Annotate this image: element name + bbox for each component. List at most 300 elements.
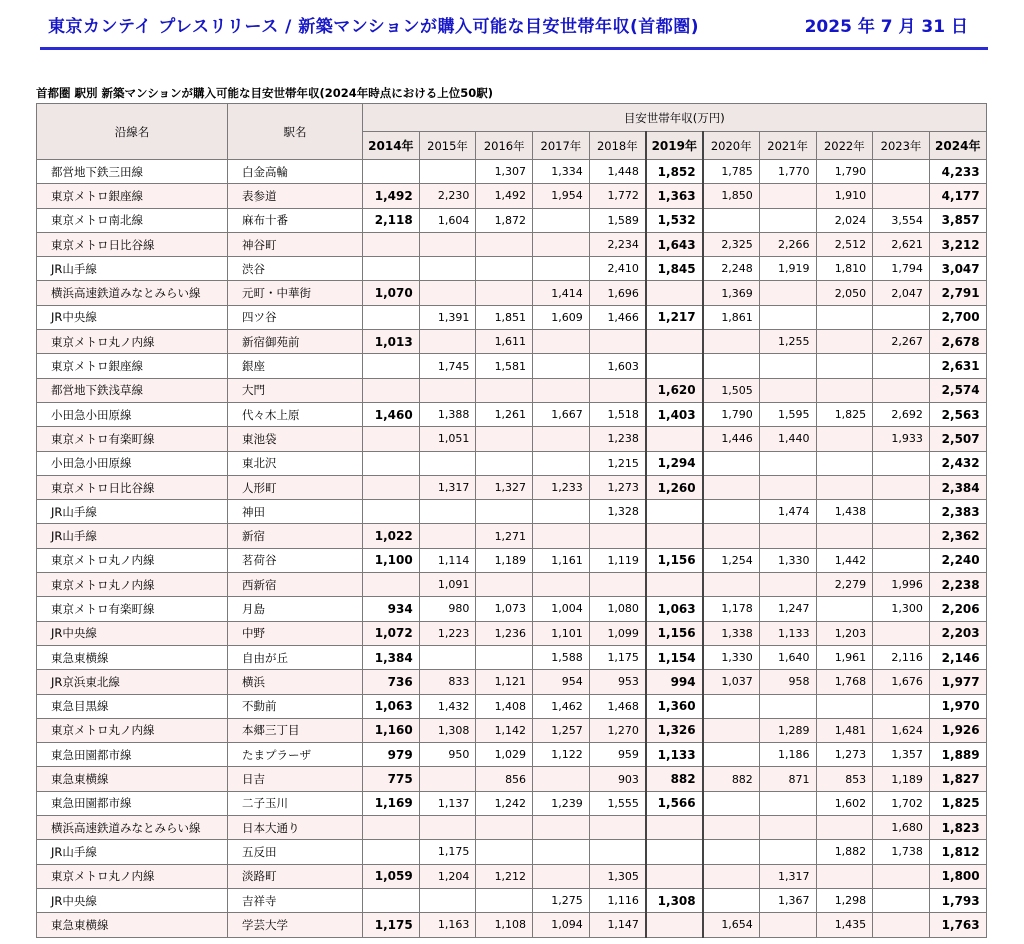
income-value: 2,362 — [929, 524, 986, 548]
income-value: 1,101 — [533, 621, 590, 645]
income-value: 3,047 — [929, 257, 986, 281]
income-value: 1,702 — [873, 791, 930, 815]
station-name: 神谷町 — [228, 232, 363, 256]
income-value: 1,217 — [646, 305, 703, 329]
line-name: 東京メトロ日比谷線 — [37, 232, 228, 256]
income-value — [363, 354, 420, 378]
income-value — [646, 864, 703, 888]
station-name: 西新宿 — [228, 573, 363, 597]
income-value: 1,800 — [929, 864, 986, 888]
income-value: 1,273 — [589, 475, 646, 499]
income-value: 1,094 — [533, 913, 590, 937]
income-value: 1,029 — [476, 743, 533, 767]
income-value: 1,147 — [589, 913, 646, 937]
income-value — [589, 524, 646, 548]
income-value: 1,330 — [703, 645, 760, 669]
income-value: 1,850 — [703, 184, 760, 208]
income-value — [476, 500, 533, 524]
station-name: 吉祥寺 — [228, 888, 363, 912]
income-value: 980 — [419, 597, 476, 621]
income-value — [476, 427, 533, 451]
income-value: 2,238 — [929, 573, 986, 597]
income-value — [476, 816, 533, 840]
income-value: 1,738 — [873, 840, 930, 864]
income-value — [873, 524, 930, 548]
line-name: 東京メトロ日比谷線 — [37, 475, 228, 499]
station-name: 人形町 — [228, 475, 363, 499]
income-value — [476, 840, 533, 864]
income-value: 2,050 — [816, 281, 873, 305]
income-value: 1,466 — [589, 305, 646, 329]
line-name: 東京メトロ丸ノ内線 — [37, 573, 228, 597]
station-name: 銀座 — [228, 354, 363, 378]
income-value — [363, 500, 420, 524]
income-value: 2,230 — [419, 184, 476, 208]
line-name: JR中央線 — [37, 621, 228, 645]
line-name: 東京メトロ銀座線 — [37, 184, 228, 208]
income-value — [419, 767, 476, 791]
station-column-header: 駅名 — [228, 104, 363, 160]
income-value: 1,305 — [589, 864, 646, 888]
line-name: 東京メトロ丸ノ内線 — [37, 548, 228, 572]
income-value — [759, 573, 816, 597]
income-value: 1,273 — [816, 743, 873, 767]
table-row — [37, 888, 987, 912]
income-value — [476, 888, 533, 912]
income-value — [816, 427, 873, 451]
income-value — [703, 524, 760, 548]
line-name: JR中央線 — [37, 305, 228, 329]
station-name: 二子玉川 — [228, 791, 363, 815]
income-value: 1,307 — [476, 160, 533, 184]
income-value: 2,118 — [363, 208, 420, 232]
release-date: 2025 年 7 月 31 日 — [804, 17, 968, 37]
income-value: 1,369 — [703, 281, 760, 305]
income-value — [419, 500, 476, 524]
line-name: 東急東横線 — [37, 767, 228, 791]
table-row — [37, 573, 987, 597]
income-value — [646, 816, 703, 840]
income-value: 1,676 — [873, 670, 930, 694]
income-value — [759, 184, 816, 208]
income-value: 1,186 — [759, 743, 816, 767]
income-value — [533, 767, 590, 791]
income-value — [759, 524, 816, 548]
income-value — [419, 816, 476, 840]
station-name: 淡路町 — [228, 864, 363, 888]
income-value — [646, 330, 703, 354]
income-value: 1,330 — [759, 548, 816, 572]
income-value — [873, 305, 930, 329]
income-value: 1,643 — [646, 232, 703, 256]
table-row — [37, 718, 987, 742]
line-name: 都営地下鉄三田線 — [37, 160, 228, 184]
income-value: 1,317 — [419, 475, 476, 499]
table-row — [37, 548, 987, 572]
line-name: JR山手線 — [37, 524, 228, 548]
station-name: たまプラーザ — [228, 743, 363, 767]
income-value — [589, 573, 646, 597]
income-value: 1,133 — [759, 621, 816, 645]
income-value: 1,812 — [929, 840, 986, 864]
income-value: 1,239 — [533, 791, 590, 815]
income-value: 1,910 — [816, 184, 873, 208]
income-value — [533, 864, 590, 888]
income-value: 958 — [759, 670, 816, 694]
income-value: 1,142 — [476, 718, 533, 742]
table-row — [37, 281, 987, 305]
income-value — [363, 840, 420, 864]
income-value: 1,532 — [646, 208, 703, 232]
income-value — [419, 281, 476, 305]
income-value: 2,384 — [929, 475, 986, 499]
income-value — [759, 378, 816, 402]
income-value: 1,022 — [363, 524, 420, 548]
income-value: 1,215 — [589, 451, 646, 475]
income-value: 1,474 — [759, 500, 816, 524]
income-value: 1,768 — [816, 670, 873, 694]
income-value: 1,462 — [533, 694, 590, 718]
year-header: 2016年 — [476, 132, 533, 160]
income-value: 1,505 — [703, 378, 760, 402]
income-value: 1,442 — [816, 548, 873, 572]
income-value: 1,595 — [759, 402, 816, 426]
income-value: 1,609 — [533, 305, 590, 329]
income-value: 1,460 — [363, 402, 420, 426]
income-value: 2,325 — [703, 232, 760, 256]
income-value: 1,793 — [929, 888, 986, 912]
income-value: 1,233 — [533, 475, 590, 499]
income-value — [589, 330, 646, 354]
income-value — [759, 840, 816, 864]
income-value: 1,254 — [703, 548, 760, 572]
income-value: 1,270 — [589, 718, 646, 742]
income-value — [589, 840, 646, 864]
income-value — [873, 160, 930, 184]
income-value — [533, 840, 590, 864]
income-value: 2,678 — [929, 330, 986, 354]
income-value — [816, 305, 873, 329]
income-value: 1,872 — [476, 208, 533, 232]
income-value: 1,004 — [533, 597, 590, 621]
line-name: 東京メトロ銀座線 — [37, 354, 228, 378]
income-value: 979 — [363, 743, 420, 767]
line-name: 東京メトロ有楽町線 — [37, 427, 228, 451]
income-value: 1,161 — [533, 548, 590, 572]
income-value — [419, 257, 476, 281]
income-value — [533, 524, 590, 548]
income-value: 1,566 — [646, 791, 703, 815]
year-header: 2024年 — [929, 132, 986, 160]
income-value — [703, 888, 760, 912]
income-value — [476, 573, 533, 597]
income-value: 1,178 — [703, 597, 760, 621]
income-value: 1,338 — [703, 621, 760, 645]
income-value — [759, 208, 816, 232]
line-name: 東京メトロ丸ノ内線 — [37, 864, 228, 888]
table-row — [37, 208, 987, 232]
station-name: 渋谷 — [228, 257, 363, 281]
income-value: 1,133 — [646, 743, 703, 767]
income-value — [759, 451, 816, 475]
income-value — [646, 913, 703, 937]
table-row — [37, 597, 987, 621]
line-name: JR山手線 — [37, 257, 228, 281]
income-value — [419, 645, 476, 669]
income-value: 1,223 — [419, 621, 476, 645]
income-value: 1,432 — [419, 694, 476, 718]
income-value: 1,954 — [533, 184, 590, 208]
income-value: 1,933 — [873, 427, 930, 451]
income-value: 775 — [363, 767, 420, 791]
table-row — [37, 767, 987, 791]
income-value: 1,790 — [816, 160, 873, 184]
income-value: 1,772 — [589, 184, 646, 208]
income-value: 1,189 — [476, 548, 533, 572]
income-value — [816, 451, 873, 475]
income-value: 1,073 — [476, 597, 533, 621]
table-row — [37, 840, 987, 864]
income-value: 1,589 — [589, 208, 646, 232]
station-name: 白金高輪 — [228, 160, 363, 184]
line-name: 横浜高速鉄道みなとみらい線 — [37, 281, 228, 305]
income-value: 1,518 — [589, 402, 646, 426]
station-name: 茗荷谷 — [228, 548, 363, 572]
income-value: 2,791 — [929, 281, 986, 305]
station-name: 日本大通り — [228, 816, 363, 840]
income-value: 959 — [589, 743, 646, 767]
table-row — [37, 500, 987, 524]
line-name: JR京浜東北線 — [37, 670, 228, 694]
income-value — [363, 816, 420, 840]
income-value — [533, 451, 590, 475]
income-value — [873, 888, 930, 912]
line-name: 東急田園都市線 — [37, 791, 228, 815]
income-value — [533, 257, 590, 281]
income-value — [363, 378, 420, 402]
income-value: 1,114 — [419, 548, 476, 572]
income-value: 2,206 — [929, 597, 986, 621]
income-value — [419, 232, 476, 256]
income-value — [703, 573, 760, 597]
income-value: 1,970 — [929, 694, 986, 718]
income-value — [363, 427, 420, 451]
income-value — [476, 451, 533, 475]
income-value: 882 — [703, 767, 760, 791]
income-value: 2,047 — [873, 281, 930, 305]
income-value: 1,794 — [873, 257, 930, 281]
income-value: 1,440 — [759, 427, 816, 451]
income-value — [873, 548, 930, 572]
station-name: 本郷三丁目 — [228, 718, 363, 742]
station-name: 代々木上原 — [228, 402, 363, 426]
income-value: 1,275 — [533, 888, 590, 912]
table-row — [37, 402, 987, 426]
income-value: 1,059 — [363, 864, 420, 888]
income-table — [36, 103, 987, 938]
income-value: 1,825 — [929, 791, 986, 815]
station-name: 不動前 — [228, 694, 363, 718]
table-row — [37, 451, 987, 475]
income-value: 1,602 — [816, 791, 873, 815]
income-value — [759, 305, 816, 329]
income-value: 1,300 — [873, 597, 930, 621]
income-value — [363, 160, 420, 184]
income-value: 1,121 — [476, 670, 533, 694]
income-value: 950 — [419, 743, 476, 767]
income-value: 1,680 — [873, 816, 930, 840]
income-value: 1,063 — [363, 694, 420, 718]
line-name: 小田急小田原線 — [37, 402, 228, 426]
income-value — [873, 864, 930, 888]
income-value: 1,247 — [759, 597, 816, 621]
income-value: 1,328 — [589, 500, 646, 524]
income-value: 1,604 — [419, 208, 476, 232]
release-title: 東京カンテイ プレスリリース / 新築マンションが購入可能な目安世帯年収(首都圏) — [48, 17, 700, 37]
income-value: 954 — [533, 670, 590, 694]
income-value — [703, 208, 760, 232]
table-row — [37, 475, 987, 499]
income-value: 2,574 — [929, 378, 986, 402]
income-value — [363, 305, 420, 329]
station-name: 表参道 — [228, 184, 363, 208]
income-value: 1,070 — [363, 281, 420, 305]
station-name: 横浜 — [228, 670, 363, 694]
income-value: 1,327 — [476, 475, 533, 499]
income-value: 1,919 — [759, 257, 816, 281]
income-value: 1,403 — [646, 402, 703, 426]
press-release-header — [40, 0, 988, 50]
income-value: 2,700 — [929, 305, 986, 329]
station-name: 新宿 — [228, 524, 363, 548]
income-value: 2,266 — [759, 232, 816, 256]
table-row — [37, 791, 987, 815]
income-value — [703, 330, 760, 354]
income-value — [419, 160, 476, 184]
year-header: 2023年 — [873, 132, 930, 160]
year-header: 2018年 — [589, 132, 646, 160]
income-value: 1,160 — [363, 718, 420, 742]
income-value — [816, 475, 873, 499]
station-name: 大門 — [228, 378, 363, 402]
income-value: 1,996 — [873, 573, 930, 597]
income-value — [589, 378, 646, 402]
line-name: JR山手線 — [37, 840, 228, 864]
income-value: 2,240 — [929, 548, 986, 572]
income-value: 1,603 — [589, 354, 646, 378]
table-row — [37, 694, 987, 718]
income-value: 1,080 — [589, 597, 646, 621]
income-value: 2,383 — [929, 500, 986, 524]
income-value: 2,116 — [873, 645, 930, 669]
income-value: 1,435 — [816, 913, 873, 937]
income-value: 3,554 — [873, 208, 930, 232]
income-value: 1,851 — [476, 305, 533, 329]
station-name: 学芸大学 — [228, 913, 363, 937]
income-value: 1,255 — [759, 330, 816, 354]
income-value — [476, 378, 533, 402]
year-header: 2020年 — [703, 132, 760, 160]
income-value: 1,037 — [703, 670, 760, 694]
income-value — [703, 500, 760, 524]
income-value: 1,654 — [703, 913, 760, 937]
income-value: 1,308 — [419, 718, 476, 742]
income-value: 1,481 — [816, 718, 873, 742]
income-value: 1,696 — [589, 281, 646, 305]
income-value: 1,845 — [646, 257, 703, 281]
income-value: 1,260 — [646, 475, 703, 499]
station-name: 東北沢 — [228, 451, 363, 475]
income-value: 1,175 — [589, 645, 646, 669]
income-value: 2,563 — [929, 402, 986, 426]
income-value — [873, 694, 930, 718]
station-name: 五反田 — [228, 840, 363, 864]
line-name: 東京メトロ丸ノ内線 — [37, 718, 228, 742]
income-value: 1,438 — [816, 500, 873, 524]
income-value: 1,827 — [929, 767, 986, 791]
year-header: 2022年 — [816, 132, 873, 160]
income-value: 1,122 — [533, 743, 590, 767]
line-name: 東京メトロ南北線 — [37, 208, 228, 232]
income-value — [363, 888, 420, 912]
station-name: 元町・中華街 — [228, 281, 363, 305]
income-value: 1,810 — [816, 257, 873, 281]
income-value — [873, 451, 930, 475]
station-name: 中野 — [228, 621, 363, 645]
income-value — [533, 354, 590, 378]
income-value — [646, 281, 703, 305]
income-value — [816, 694, 873, 718]
station-name: 神田 — [228, 500, 363, 524]
station-name: 新宿御苑前 — [228, 330, 363, 354]
income-value: 2,279 — [816, 573, 873, 597]
income-value: 934 — [363, 597, 420, 621]
income-value: 882 — [646, 767, 703, 791]
income-value: 994 — [646, 670, 703, 694]
income-value: 1,388 — [419, 402, 476, 426]
income-value: 2,248 — [703, 257, 760, 281]
year-header: 2014年 — [363, 132, 420, 160]
table-row — [37, 913, 987, 937]
income-value: 1,790 — [703, 402, 760, 426]
table-row — [37, 816, 987, 840]
income-value: 1,823 — [929, 816, 986, 840]
income-value: 2,410 — [589, 257, 646, 281]
income-value — [533, 208, 590, 232]
income-value — [759, 475, 816, 499]
income-value — [533, 816, 590, 840]
income-group-header: 目安世帯年収(万円) — [363, 104, 987, 132]
income-value: 1,448 — [589, 160, 646, 184]
income-value: 1,745 — [419, 354, 476, 378]
income-value: 1,882 — [816, 840, 873, 864]
income-value — [533, 573, 590, 597]
income-value: 1,852 — [646, 160, 703, 184]
income-value: 1,357 — [873, 743, 930, 767]
income-value: 1,446 — [703, 427, 760, 451]
income-value: 1,581 — [476, 354, 533, 378]
line-name: 横浜高速鉄道みなとみらい線 — [37, 816, 228, 840]
income-value: 1,624 — [873, 718, 930, 742]
income-value: 1,861 — [703, 305, 760, 329]
income-value: 853 — [816, 767, 873, 791]
income-value — [646, 500, 703, 524]
income-value — [363, 232, 420, 256]
income-value — [703, 840, 760, 864]
table-row — [37, 524, 987, 548]
station-name: 麻布十番 — [228, 208, 363, 232]
income-value: 1,212 — [476, 864, 533, 888]
